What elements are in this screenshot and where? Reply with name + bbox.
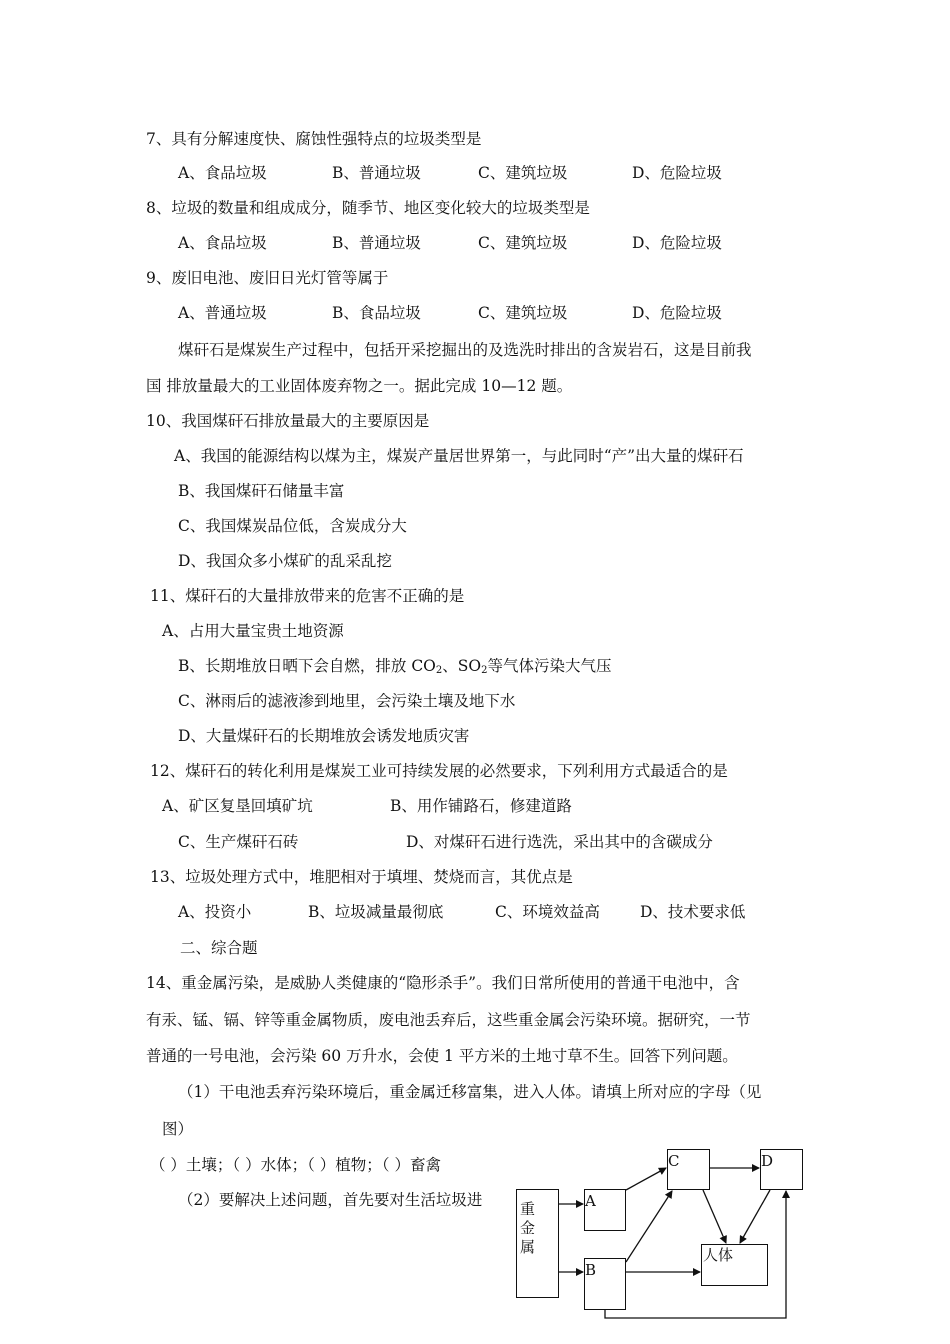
q14-intro-line-3: 普通的一号电池，会污染 60 万升水，会使 1 平方米的土地寸草不生。回答下列问题。 (146, 1047, 738, 1065)
q8-option-a: A、食品垃圾 (178, 234, 267, 252)
q9-option-d: D、危险垃圾 (632, 304, 722, 322)
q9-option-c: C、建筑垃圾 (478, 304, 568, 322)
q7-option-b: B、普通垃圾 (332, 164, 421, 182)
q11-option-a: A、占用大量宝贵土地资源 (162, 622, 344, 640)
arrow-c-to-human (703, 1190, 726, 1243)
node-c-label: C (668, 1152, 680, 1170)
q7-stem: 7、具有分解速度快、腐蚀性强特点的垃圾类型是 (146, 130, 482, 148)
q13-option-a: A、投资小 (178, 903, 252, 921)
q14-answer-blanks: （ ）土壤；（ ）水体；（ ）植物；（ ）畜禽 (150, 1156, 441, 1174)
q11-option-b: B、长期堆放日晒下会自燃，排放 $CO_2$、$SO_2$等气体污染大气压 (178, 657, 612, 676)
heavy-metal-label: 重金属 (520, 1200, 536, 1256)
q14-part2-text: （2）要解决上述问题，首先要对生活垃圾进 (178, 1191, 483, 1209)
q8-option-d: D、危险垃圾 (632, 234, 722, 252)
q12-option-d: D、对煤矸石进行选洗，采出其中的含碳成分 (406, 833, 713, 851)
q10-stem: 10、我国煤矸石排放量最大的主要原因是 (146, 412, 430, 430)
q9-stem: 9、废旧电池、废旧日光灯管等属于 (146, 269, 389, 287)
q9-option-b: B、食品垃圾 (332, 304, 421, 322)
arrow-d-to-human (740, 1190, 770, 1243)
node-a-label: A (585, 1192, 596, 1210)
q10-option-b: B、我国煤矸石储量丰富 (178, 482, 345, 500)
q7-option-a: A、食品垃圾 (178, 164, 267, 182)
q8-stem: 8、垃圾的数量和组成成分，随季节、地区变化较大的垃圾类型是 (146, 199, 590, 217)
q12-option-b: B、用作铺路石，修建道路 (390, 797, 572, 815)
q13-option-d: D、技术要求低 (640, 903, 746, 921)
q7-option-c: C、建筑垃圾 (478, 164, 568, 182)
q10-option-c: C、我国煤炭品位低，含炭成分大 (178, 517, 407, 535)
node-d-label: D (761, 1152, 774, 1170)
q13-option-c: C、环境效益高 (495, 903, 600, 921)
q14-intro-line-2: 有汞、锰、镉、锌等重金属物质，废电池丢弃后，这些重金属会污染环境。据研究，一节 (146, 1011, 751, 1029)
q10-option-a: A、我国的能源结构以煤为主，煤炭产量居世界第一，与此同时“产”出大量的煤矸石 (174, 447, 744, 465)
q11-stem: 11、煤矸石的大量排放带来的危害不正确的是 (150, 587, 465, 605)
q12-option-c: C、生产煤矸石砖 (178, 833, 299, 851)
q13-option-b: B、垃圾减量最彻底 (308, 903, 444, 921)
q9-option-a: A、普通垃圾 (178, 304, 267, 322)
q7-option-d: D、危险垃圾 (632, 164, 722, 182)
q14-part1-line-2: 图） (162, 1120, 194, 1138)
section-heading: 二、综合题 (180, 939, 258, 957)
q11-option-c: C、淋雨后的滤液渗到地里，会污染土壤及地下水 (178, 692, 516, 710)
q13-stem: 13、垃圾处理方式中，堆肥相对于填埋、焚烧而言，其优点是 (150, 868, 573, 886)
arrow-b-to-c (626, 1191, 672, 1262)
passage-line-1: 煤矸石是煤炭生产过程中，包括开采挖掘出的及选洗时排出的含炭岩石，这是目前我 (178, 341, 752, 359)
human-label: 人体 (703, 1246, 734, 1264)
q14-intro-line-1: 14、重金属污染，是威胁人类健康的“隐形杀手”。我们日常所使用的普通干电池中，含 (146, 974, 740, 992)
q8-option-b: B、普通垃圾 (332, 234, 421, 252)
q8-option-c: C、建筑垃圾 (478, 234, 568, 252)
passage-line-2: 国 排放量最大的工业固体废弃物之一。据此完成 10—12 题。 (146, 377, 573, 395)
arrow-a-to-c (626, 1168, 666, 1190)
q11-option-d: D、大量煤矸石的长期堆放会诱发地质灾害 (178, 727, 470, 745)
q12-option-a: A、矿区复垦回填矿坑 (162, 797, 313, 815)
q14-part1-line-1: （1）干电池丢弃污染环境后，重金属迁移富集，进入人体。请填上所对应的字母（见 (178, 1083, 762, 1101)
q12-stem: 12、煤矸石的转化利用是煤炭工业可持续发展的必然要求，下列利用方式最适合的是 (150, 762, 728, 780)
node-b-label: B (585, 1261, 597, 1279)
q10-option-d: D、我国众多小煤矿的乱采乱挖 (178, 552, 392, 570)
